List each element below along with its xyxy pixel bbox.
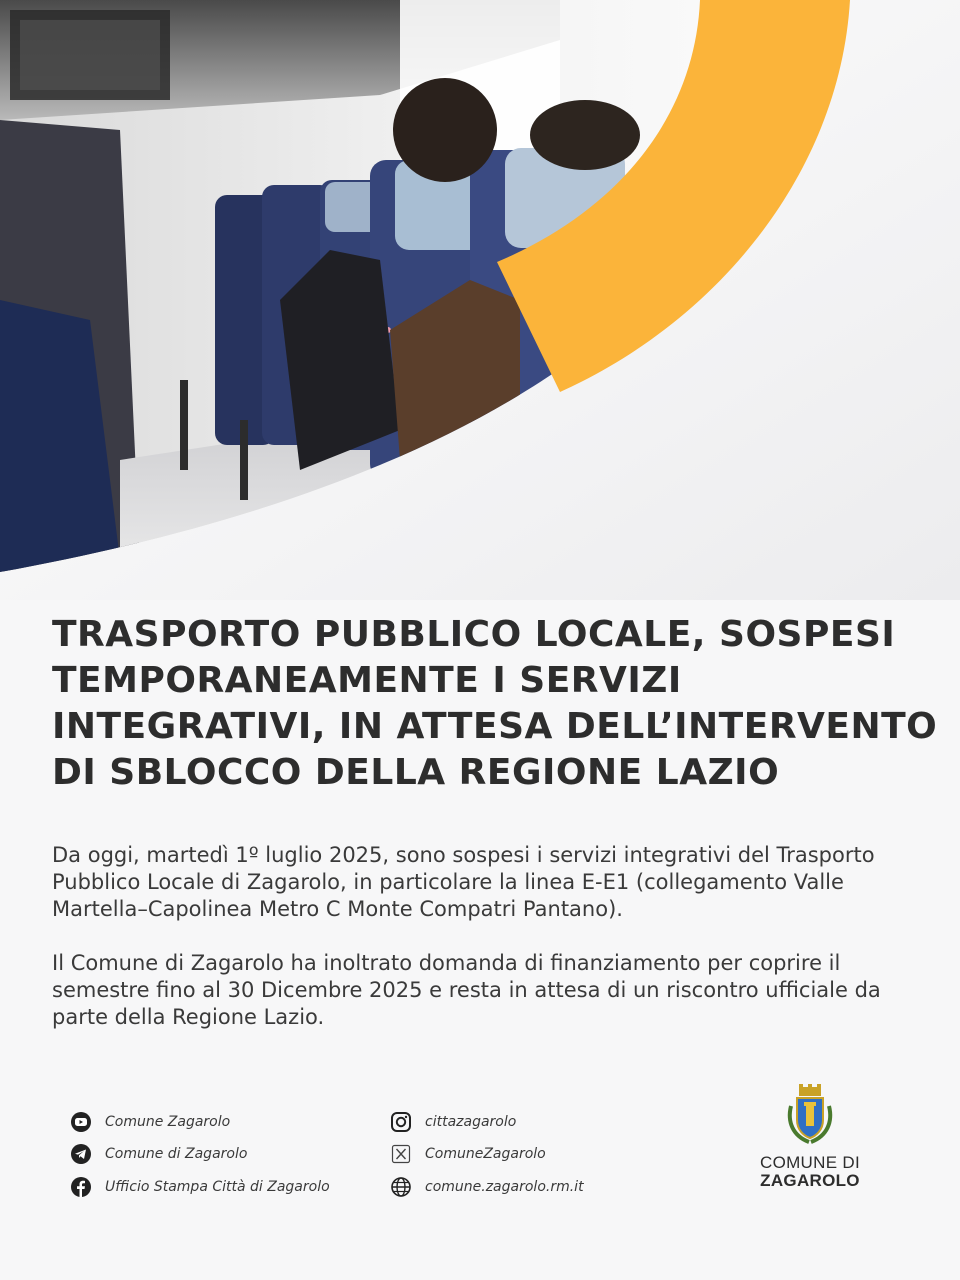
instagram-label: cittazagarolo — [425, 1114, 517, 1130]
instagram-icon — [390, 1111, 412, 1133]
comune-logo — [740, 1084, 880, 1204]
contacts-block — [70, 1108, 690, 1208]
headline-line: DI SBLOCCO DELLA REGIONE LAZIO — [52, 752, 780, 793]
facebook-link[interactable] — [70, 1174, 330, 1200]
website-link[interactable] — [390, 1174, 584, 1200]
announcement-body — [52, 842, 912, 1058]
headline-line: TEMPORANEAMENTE I SERVIZI — [52, 660, 682, 701]
x-icon — [390, 1143, 412, 1165]
logo-line2: ZAGAROLO — [760, 1171, 860, 1190]
website-label: comune.zagarolo.rm.it — [425, 1179, 584, 1195]
paragraph: Da oggi, martedì 1º luglio 2025, sono sospesi i servizi integrativi del Trasporto Pubblico Locale di Zagarolo, in particolare la linea E-E1 (collegamento Valle Martella–Capolinea Metro C Monte Compatri Pantano). — [52, 843, 875, 921]
coat-of-arms-icon — [785, 1084, 835, 1146]
youtube-icon — [70, 1111, 92, 1133]
bus-interior-illustration — [0, 0, 960, 600]
telegram-icon — [70, 1143, 92, 1165]
paragraph: Il Comune di Zagarolo ha inoltrato domanda di finanziamento per coprire il semestre fino al 30 Dicembre 2025 e resta in attesa di un riscontro ufficiale da parte della Regione Lazio. — [52, 951, 881, 1029]
youtube-label: Comune Zagarolo — [105, 1114, 231, 1130]
youtube-link[interactable] — [70, 1109, 230, 1135]
headline — [52, 612, 938, 796]
x-label: ComuneZagarolo — [425, 1146, 546, 1162]
hero-photo — [0, 0, 960, 600]
facebook-icon — [70, 1176, 92, 1198]
headline-line: TRASPORTO PUBBLICO LOCALE, SOSPESI — [52, 614, 896, 655]
x-link[interactable] — [390, 1141, 546, 1167]
logo-line1: COMUNE DI — [760, 1153, 860, 1172]
headline-line: INTEGRATIVI, IN ATTESA DELL’INTERVENTO — [52, 706, 938, 747]
telegram-link[interactable] — [70, 1141, 247, 1167]
globe-icon — [390, 1176, 412, 1198]
instagram-link[interactable] — [390, 1109, 516, 1135]
telegram-label: Comune di Zagarolo — [105, 1146, 248, 1162]
facebook-label: Ufficio Stampa Città di Zagarolo — [105, 1179, 330, 1195]
